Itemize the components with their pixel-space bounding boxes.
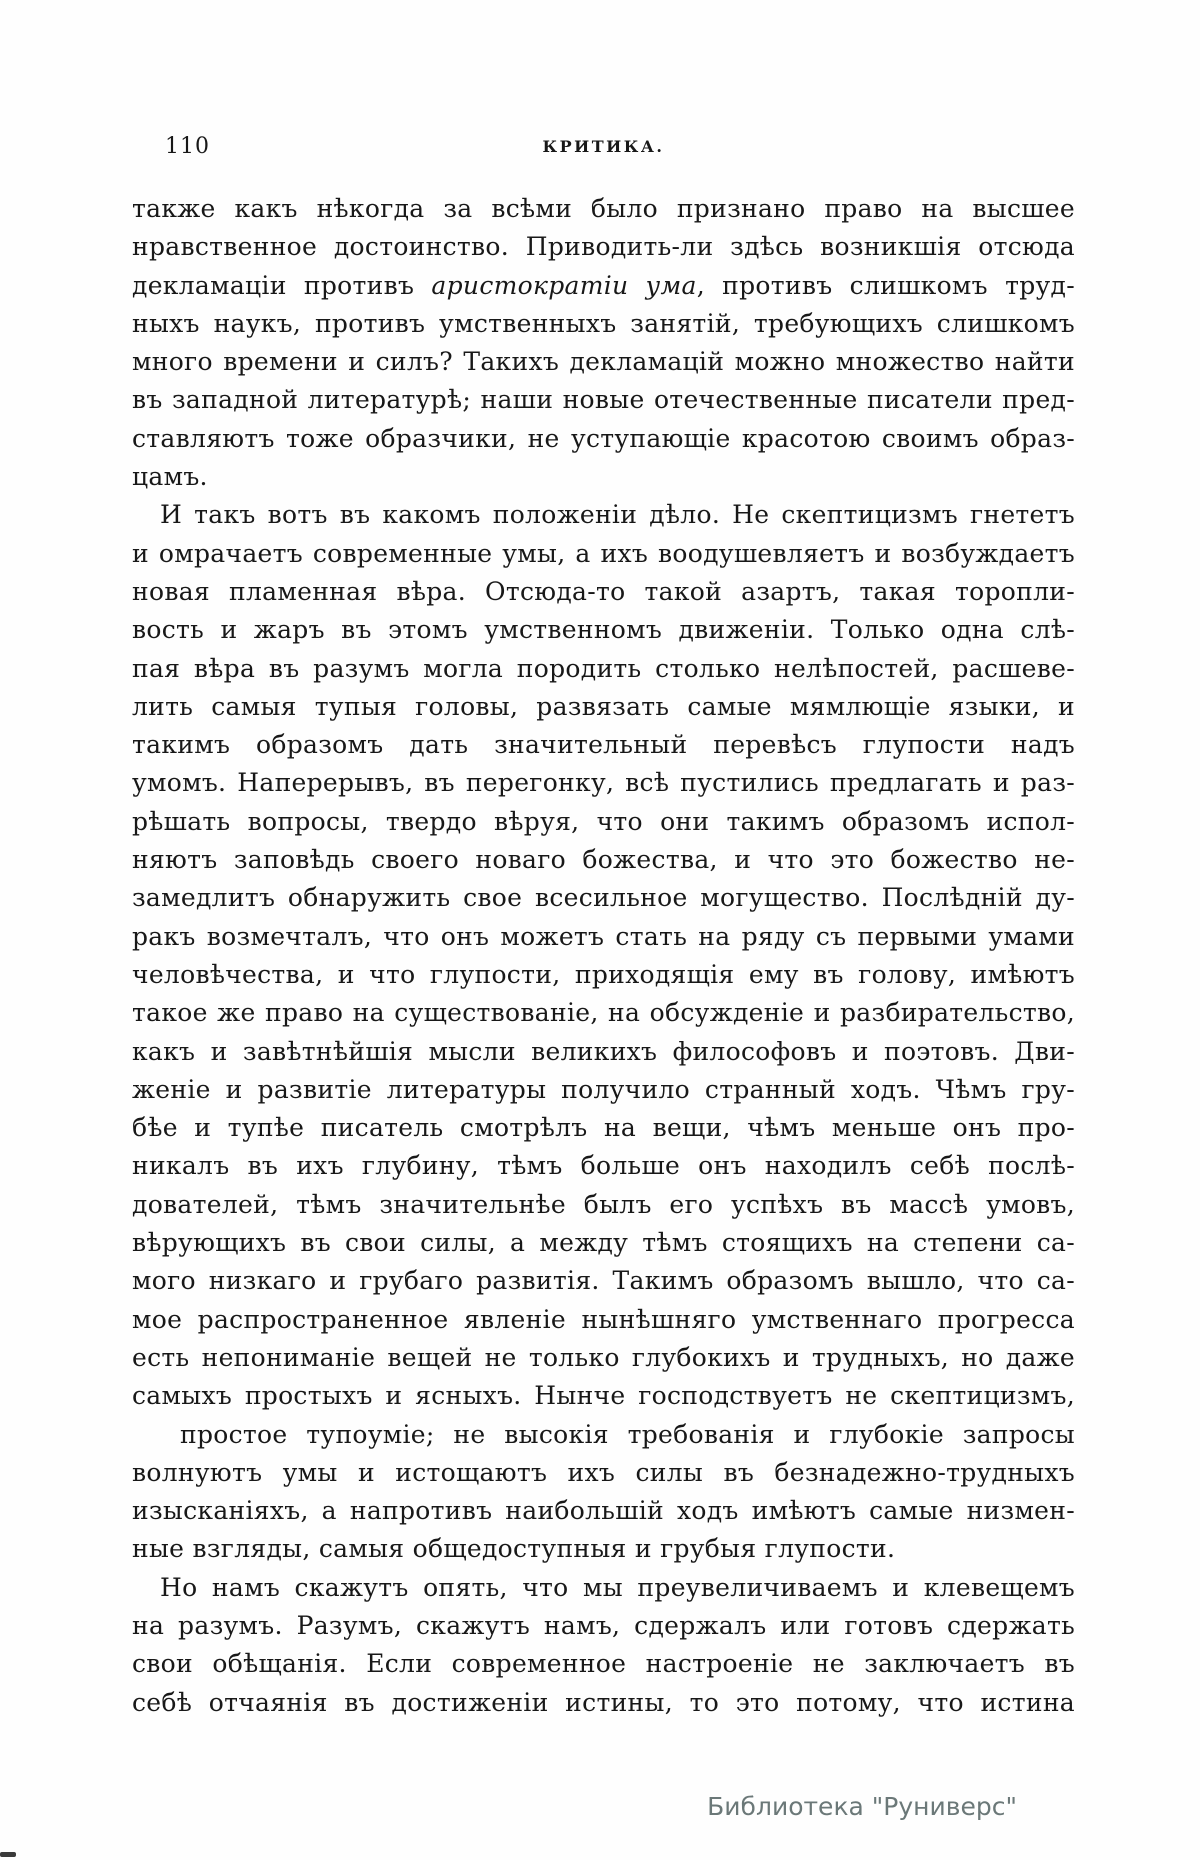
text-segment: самыхъ простыхъ и ясныхъ. Нынче господствуетъ не скептицизмъ, xyxy=(132,1381,1075,1411)
text-segment: и омрачаетъ современные умы, а ихъ воодушевляетъ и возбуждаетъ xyxy=(132,538,1075,568)
text-segment: никалъ въ ихъ глубину, тѣмъ больше онъ находилъ себѣ послѣ- xyxy=(132,1151,1075,1181)
text-segment: , противъ слишкомъ труд- xyxy=(696,270,1075,300)
text-segment: ракъ возмечталъ, что онъ можетъ стать на ряду съ первыми умами xyxy=(132,921,1075,951)
text-segment: изысканіяхъ, а напротивъ наибольшій ходъ имѣютъ самые низмен- xyxy=(132,1496,1075,1526)
text-segment: мого низкаго и грубаго развитія. Такимъ образомъ вышло, что са- xyxy=(132,1266,1075,1296)
text-segment: пая вѣра въ разумъ могла породить столько нелѣпостей, расшеве- xyxy=(132,653,1075,683)
text-line xyxy=(132,1684,1075,1722)
text-segment: Но намъ скажутъ опять, что мы преувеличиваемъ и клевещемъ xyxy=(160,1572,1075,1602)
italic-phrase: аристократіи ума xyxy=(431,270,697,300)
text-segment: вѣрующихъ въ свои силы, а между тѣмъ стоящихъ на степени са- xyxy=(132,1228,1075,1258)
text-segment: въ западной литературѣ; наши новые отечественные писатели пред- xyxy=(132,385,1075,415)
text-segment: новая пламенная вѣра. Отсюда-то такой азартъ, такая торопли- xyxy=(132,576,1075,606)
text-line xyxy=(132,1033,1075,1071)
page-number: 110 xyxy=(165,134,210,159)
text-line xyxy=(132,879,1075,917)
text-line xyxy=(132,496,1075,534)
text-line xyxy=(132,650,1075,688)
text-segment: рѣшать вопросы, твердо вѣруя, что они такимъ образомъ испол- xyxy=(132,806,1075,836)
text-line xyxy=(132,688,1075,726)
text-segment: на разумъ. Разумъ, скажутъ намъ, сдержалъ или готовъ сдержать xyxy=(132,1610,1075,1640)
text-line xyxy=(132,1224,1075,1262)
text-segment: бѣе и тупѣе писатель смотрѣлъ на вещи, чѣмъ меньше онъ про- xyxy=(132,1113,1075,1143)
text-line xyxy=(132,420,1075,458)
text-line xyxy=(132,535,1075,573)
text-line xyxy=(132,1569,1075,1607)
text-line xyxy=(132,267,1075,305)
text-line xyxy=(132,1109,1075,1147)
text-line xyxy=(132,305,1075,343)
text-line xyxy=(132,458,1075,496)
running-header xyxy=(132,134,1075,162)
text-line xyxy=(132,1071,1075,1109)
text-segment: нравственное достоинство. Приводить-ли здѣсь возникшія отсюда xyxy=(132,232,1075,262)
text-segment: декламаціи противъ xyxy=(132,270,432,300)
text-segment: цамъ. xyxy=(132,462,208,492)
text-line xyxy=(132,1454,1075,1492)
page-body xyxy=(132,190,1075,1722)
text-segment: дователей, тѣмъ значительнѣе былъ его успѣхъ въ массѣ умовъ, xyxy=(132,1189,1075,1219)
text-segment: свои обѣщанія. Если современное настроеніе не заключаетъ въ xyxy=(132,1649,1075,1679)
text-segment: ные взгляды, самыя общедоступныя и грубыя глупости. xyxy=(132,1534,896,1564)
text-line xyxy=(132,841,1075,879)
text-line xyxy=(132,726,1075,764)
text-segment: простое тупоуміе; не высокія требованія и глубокіе запросы xyxy=(180,1419,1075,1449)
text-line xyxy=(132,1645,1075,1683)
text-line xyxy=(132,1416,1075,1454)
text-segment: няютъ заповѣдь своего новаго божества, и что это божество не- xyxy=(132,845,1075,875)
text-segment: такое же право на существованіе, на обсужденіе и разбирательство, xyxy=(132,998,1075,1028)
text-line xyxy=(132,573,1075,611)
text-line xyxy=(132,1147,1075,1185)
text-segment: такимъ образомъ дать значительный перевѣсъ глупости надъ xyxy=(132,730,1075,760)
text-segment: ставляютъ тоже образчики, не уступающіе красотою своимъ образ- xyxy=(132,423,1075,453)
text-segment: ныхъ наукъ, противъ умственныхъ занятій, требующихъ слишкомъ xyxy=(132,308,1075,338)
text-line xyxy=(132,1377,1075,1415)
text-line xyxy=(132,1186,1075,1224)
text-line xyxy=(132,994,1075,1032)
text-segment: есть непониманіе вещей не только глубокихъ и трудныхъ, но даже xyxy=(132,1342,1075,1372)
text-segment: какъ и завѣтнѣйшія мысли великихъ философовъ и поэтовъ. Дви- xyxy=(132,1036,1075,1066)
text-segment: замедлитъ обнаружить свое всесильное могущество. Послѣдній ду- xyxy=(132,883,1075,913)
scan-artifact-speck xyxy=(0,1852,16,1857)
text-line xyxy=(132,803,1075,841)
text-line xyxy=(132,343,1075,381)
text-line xyxy=(132,764,1075,802)
text-segment: женіе и развитіе литературы получило странный ходъ. Чѣмъ гру- xyxy=(132,1074,1075,1104)
text-line xyxy=(132,1607,1075,1645)
text-line xyxy=(132,1262,1075,1300)
text-line xyxy=(132,228,1075,266)
text-segment: вость и жаръ въ этомъ умственномъ движеніи. Только одна слѣ- xyxy=(132,615,1075,645)
text-segment: человѣчества, и что глупости, приходящія ему въ голову, имѣютъ xyxy=(132,959,1075,989)
text-line xyxy=(132,956,1075,994)
text-segment: себѣ отчаянія въ достиженіи истины, то это потому, что истина xyxy=(132,1687,1075,1717)
text-line xyxy=(132,611,1075,649)
text-segment: также какъ нѣкогда за всѣми было признано право на высшее xyxy=(132,194,1075,223)
text-line xyxy=(132,190,1075,228)
text-line xyxy=(132,918,1075,956)
text-segment: умомъ. Наперерывъ, въ перегонку, всѣ пустились предлагать и раз- xyxy=(132,768,1075,798)
text-segment: много времени и силъ? Такихъ декламацій можно множество найти xyxy=(132,347,1075,377)
text-line xyxy=(132,381,1075,419)
text-line xyxy=(132,1492,1075,1530)
running-title: КРИТИКА. xyxy=(542,137,665,156)
text-segment: И такъ вотъ въ какомъ положеніи дѣло. Не скептицизмъ гнететъ xyxy=(160,500,1075,530)
text-segment: лить самыя тупыя головы, развязать самые мямлющіе языки, и xyxy=(132,691,1075,721)
text-line xyxy=(132,1301,1075,1339)
text-line xyxy=(132,1530,1075,1568)
library-watermark: Библиотека "Руниверс" xyxy=(707,1792,1017,1821)
text-line xyxy=(132,1339,1075,1377)
text-segment: волнуютъ умы и истощаютъ ихъ силы въ безнадежно-трудныхъ xyxy=(132,1457,1075,1487)
text-segment: мое распространенное явленіе нынѣшняго умственнаго прогресса xyxy=(132,1304,1075,1334)
